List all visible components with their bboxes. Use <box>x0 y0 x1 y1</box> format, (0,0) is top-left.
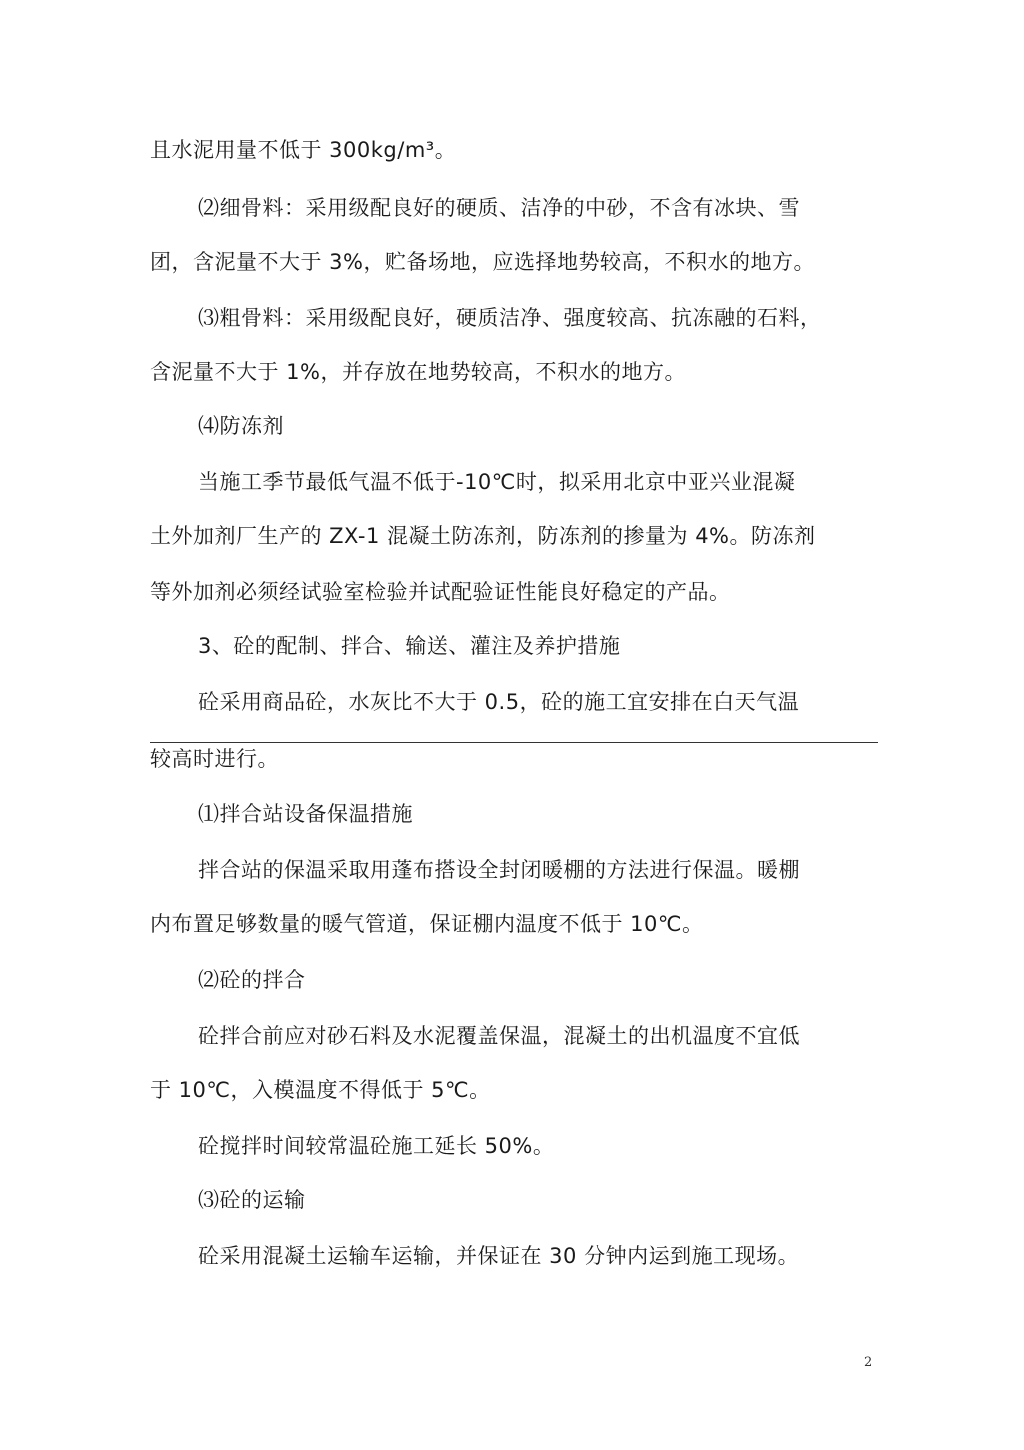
paragraph-line: 拌合站的保温采取用蓬布搭设全封闭暖棚的方法进行保温。暖棚 <box>198 858 800 882</box>
paragraph-line: 土外加剂厂生产的 ZX-1 混凝土防冻剂，防冻剂的掺量为 4%。防冻剂 <box>150 524 816 548</box>
paragraph-line: 砼采用混凝土运输车运输，并保证在 30 分钟内运到施工现场。 <box>198 1244 800 1268</box>
section-heading: ⑴拌合站设备保温措施 <box>198 802 413 826</box>
paragraph-line: 砼拌合前应对砂石料及水泥覆盖保温，混凝土的出机温度不宜低 <box>198 1024 800 1048</box>
section-heading: 3、砼的配制、拌合、输送、灌注及养护措施 <box>198 634 621 658</box>
section-heading: ⑶砼的运输 <box>198 1188 306 1212</box>
paragraph-line: 团，含泥量不大于 3%，贮备场地，应选择地势较高，不积水的地方。 <box>150 250 815 274</box>
paragraph-line: 当施工季节最低气温不低于-10℃时，拟采用北京中亚兴业混凝 <box>198 470 796 494</box>
paragraph-line: ⑶粗骨料：采用级配良好，硬质洁净、强度较高、抗冻融的石料， <box>198 306 822 330</box>
paragraph-line: 含泥量不大于 1%，并存放在地势较高，不积水的地方。 <box>150 360 686 384</box>
paragraph-line: 等外加剂必须经试验室检验并试配验证性能良好稳定的产品。 <box>150 580 731 604</box>
paragraph-line: 于 10℃，入模温度不得低于 5℃。 <box>150 1078 491 1102</box>
section-heading: ⑵砼的拌合 <box>198 968 306 992</box>
paragraph-line: 且水泥用量不低于 300kg/m³。 <box>150 138 457 162</box>
paragraph-line: 砼搅拌时间较常温砼施工延长 50%。 <box>198 1134 555 1158</box>
horizontal-rule <box>150 742 878 743</box>
paragraph-line: 内布置足够数量的暖气管道，保证棚内温度不低于 10℃。 <box>150 912 704 936</box>
paragraph-line: ⑵细骨料：采用级配良好的硬质、洁净的中砂，不含有冰块、雪 <box>198 196 800 220</box>
page-number: 2 <box>864 1355 873 1370</box>
paragraph-line: 较高时进行。 <box>150 747 279 771</box>
section-heading: ⑷防冻剂 <box>198 414 284 438</box>
paragraph-line: 砼采用商品砼，水灰比不大于 0.5，砼的施工宜安排在白天气温 <box>198 690 800 714</box>
